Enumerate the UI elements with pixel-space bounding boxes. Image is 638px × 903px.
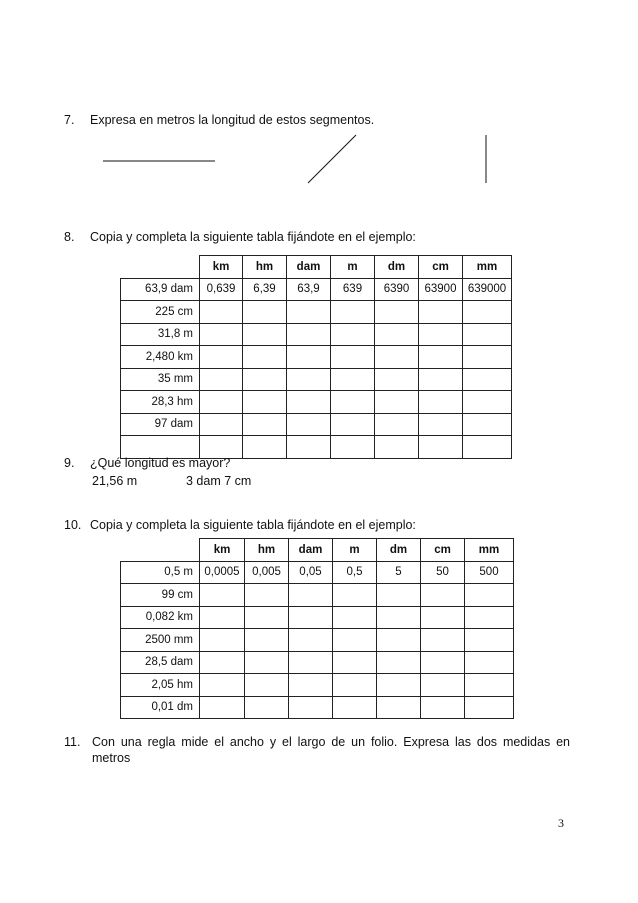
value-cell	[377, 629, 421, 652]
question-text: Expresa en metros la longitud de estos segmentos.	[90, 113, 375, 127]
question-8	[64, 230, 584, 244]
measure-label: 99 cm	[121, 584, 200, 607]
question-text: Copia y completa la siguiente tabla fijándote en el ejemplo:	[90, 230, 416, 244]
question-9	[64, 456, 584, 470]
value-cell	[200, 346, 243, 369]
table-row	[121, 278, 512, 301]
unit-header: dm	[377, 539, 421, 562]
value-cell	[200, 629, 245, 652]
value-cell	[245, 674, 289, 697]
value-cell	[421, 674, 465, 697]
value-cell	[465, 674, 514, 697]
value-cell	[333, 629, 377, 652]
value-cell: 639	[331, 278, 375, 301]
corner-cell	[121, 256, 200, 279]
value-cell	[289, 606, 333, 629]
value-cell	[245, 606, 289, 629]
table-row	[121, 391, 512, 414]
value-cell	[377, 651, 421, 674]
value-cell	[463, 436, 512, 459]
value-cell	[200, 368, 243, 391]
option-a: 21,56 m	[92, 474, 138, 488]
unit-header: hm	[243, 256, 287, 279]
value-cell	[200, 301, 243, 324]
value-cell	[245, 584, 289, 607]
value-cell	[465, 629, 514, 652]
value-cell	[421, 606, 465, 629]
value-cell	[245, 696, 289, 719]
question-text: ¿Qué longitud es mayor?	[90, 456, 231, 470]
table-row	[121, 674, 514, 697]
value-cell	[375, 323, 419, 346]
value-cell	[377, 606, 421, 629]
value-cell	[287, 413, 331, 436]
value-cell: 6390	[375, 278, 419, 301]
value-cell	[375, 301, 419, 324]
value-cell	[289, 584, 333, 607]
unit-header: mm	[465, 539, 514, 562]
table-row	[121, 584, 514, 607]
value-cell	[465, 584, 514, 607]
value-cell	[200, 413, 243, 436]
table-row	[121, 323, 512, 346]
value-cell: 639000	[463, 278, 512, 301]
measure-label: 0,082 km	[121, 606, 200, 629]
value-cell	[200, 323, 243, 346]
value-cell	[243, 301, 287, 324]
value-cell: 6,39	[243, 278, 287, 301]
value-cell	[287, 346, 331, 369]
value-cell	[289, 696, 333, 719]
value-cell	[463, 391, 512, 414]
value-cell	[200, 674, 245, 697]
value-cell	[243, 346, 287, 369]
value-cell	[331, 413, 375, 436]
value-cell	[287, 323, 331, 346]
question-text: Con una regla mide el ancho y el largo de un folio. Expresa las dos medidas en metros	[92, 735, 570, 765]
diagonal-segment	[308, 135, 356, 183]
value-cell	[421, 696, 465, 719]
measure-label: 28,5 dam	[121, 651, 200, 674]
value-cell	[287, 391, 331, 414]
option-b: 3 dam 7 cm	[186, 474, 252, 488]
value-cell: 63900	[419, 278, 463, 301]
table-row	[121, 696, 514, 719]
header-row	[121, 539, 514, 562]
value-cell: 0,5	[333, 561, 377, 584]
value-cell: 0,639	[200, 278, 243, 301]
value-cell	[419, 391, 463, 414]
value-cell	[243, 391, 287, 414]
value-cell	[419, 413, 463, 436]
value-cell	[200, 696, 245, 719]
unit-header: km	[200, 539, 245, 562]
value-cell	[331, 368, 375, 391]
value-cell	[245, 651, 289, 674]
value-cell	[375, 346, 419, 369]
question-text: Copia y completa la siguiente tabla fijándote en el ejemplo:	[90, 518, 416, 532]
value-cell	[377, 696, 421, 719]
value-cell	[331, 436, 375, 459]
conversion-table-2	[120, 538, 514, 719]
value-cell	[375, 391, 419, 414]
value-cell	[375, 413, 419, 436]
value-cell	[421, 629, 465, 652]
question-number: 8.	[64, 230, 75, 244]
value-cell	[419, 346, 463, 369]
value-cell	[287, 436, 331, 459]
measure-label: 2,05 hm	[121, 674, 200, 697]
measure-label: 2,480 km	[121, 346, 200, 369]
measure-label: 97 dam	[121, 413, 200, 436]
question-number: 7.	[64, 113, 75, 127]
value-cell	[331, 391, 375, 414]
value-cell	[245, 629, 289, 652]
table-row	[121, 301, 512, 324]
value-cell	[463, 413, 512, 436]
measure-label: 31,8 m	[121, 323, 200, 346]
table-row	[121, 651, 514, 674]
segments-figure	[0, 0, 638, 200]
measure-label: 225 cm	[121, 301, 200, 324]
value-cell: 63,9	[287, 278, 331, 301]
measure-label: 63,9 dam	[121, 278, 200, 301]
unit-header: dam	[289, 539, 333, 562]
table-row	[121, 436, 512, 459]
value-cell	[465, 606, 514, 629]
value-cell	[331, 323, 375, 346]
value-cell: 500	[465, 561, 514, 584]
table-row	[121, 629, 514, 652]
value-cell	[465, 651, 514, 674]
value-cell	[375, 368, 419, 391]
value-cell	[463, 323, 512, 346]
table-row	[121, 561, 514, 584]
unit-header: cm	[421, 539, 465, 562]
unit-header: km	[200, 256, 243, 279]
value-cell	[243, 436, 287, 459]
corner-cell	[121, 539, 200, 562]
page-number: 3	[558, 816, 564, 830]
value-cell: 0,0005	[200, 561, 245, 584]
value-cell	[419, 301, 463, 324]
question-number: 11.	[64, 735, 81, 749]
value-cell	[200, 606, 245, 629]
measure-label: 2500 mm	[121, 629, 200, 652]
value-cell	[289, 629, 333, 652]
value-cell	[333, 606, 377, 629]
unit-header: hm	[245, 539, 289, 562]
comparison-options	[92, 474, 251, 488]
value-cell	[421, 584, 465, 607]
value-cell: 0,005	[245, 561, 289, 584]
value-cell	[200, 651, 245, 674]
value-cell	[243, 323, 287, 346]
value-cell	[419, 323, 463, 346]
measure-label	[121, 436, 200, 459]
unit-header: m	[331, 256, 375, 279]
value-cell	[289, 674, 333, 697]
question-10	[64, 518, 584, 532]
unit-header: dam	[287, 256, 331, 279]
measure-label: 0,5 m	[121, 561, 200, 584]
value-cell	[375, 436, 419, 459]
value-cell	[463, 301, 512, 324]
question-number: 10.	[64, 518, 82, 532]
value-cell	[377, 674, 421, 697]
value-cell	[333, 584, 377, 607]
value-cell: 0,05	[289, 561, 333, 584]
value-cell	[289, 651, 333, 674]
value-cell	[200, 436, 243, 459]
measure-label: 28,3 hm	[121, 391, 200, 414]
value-cell	[287, 368, 331, 391]
measure-label: 35 mm	[121, 368, 200, 391]
value-cell	[421, 651, 465, 674]
table-row	[121, 368, 512, 391]
value-cell	[333, 674, 377, 697]
value-cell	[331, 301, 375, 324]
unit-header: mm	[463, 256, 512, 279]
value-cell	[200, 584, 245, 607]
value-cell	[419, 368, 463, 391]
value-cell	[333, 696, 377, 719]
value-cell	[465, 696, 514, 719]
value-cell	[419, 436, 463, 459]
value-cell: 50	[421, 561, 465, 584]
table-row	[121, 346, 512, 369]
unit-header: cm	[419, 256, 463, 279]
value-cell	[463, 368, 512, 391]
question-11	[64, 734, 570, 766]
header-row	[121, 256, 512, 279]
question-number: 9.	[64, 456, 75, 470]
value-cell: 5	[377, 561, 421, 584]
value-cell	[463, 346, 512, 369]
value-cell	[243, 368, 287, 391]
value-cell	[200, 391, 243, 414]
measure-label: 0,01 dm	[121, 696, 200, 719]
value-cell	[333, 651, 377, 674]
value-cell	[243, 413, 287, 436]
value-cell	[377, 584, 421, 607]
value-cell	[287, 301, 331, 324]
table-row	[121, 413, 512, 436]
unit-header: m	[333, 539, 377, 562]
table-row	[121, 606, 514, 629]
value-cell	[331, 346, 375, 369]
conversion-table-1	[120, 255, 512, 459]
unit-header: dm	[375, 256, 419, 279]
